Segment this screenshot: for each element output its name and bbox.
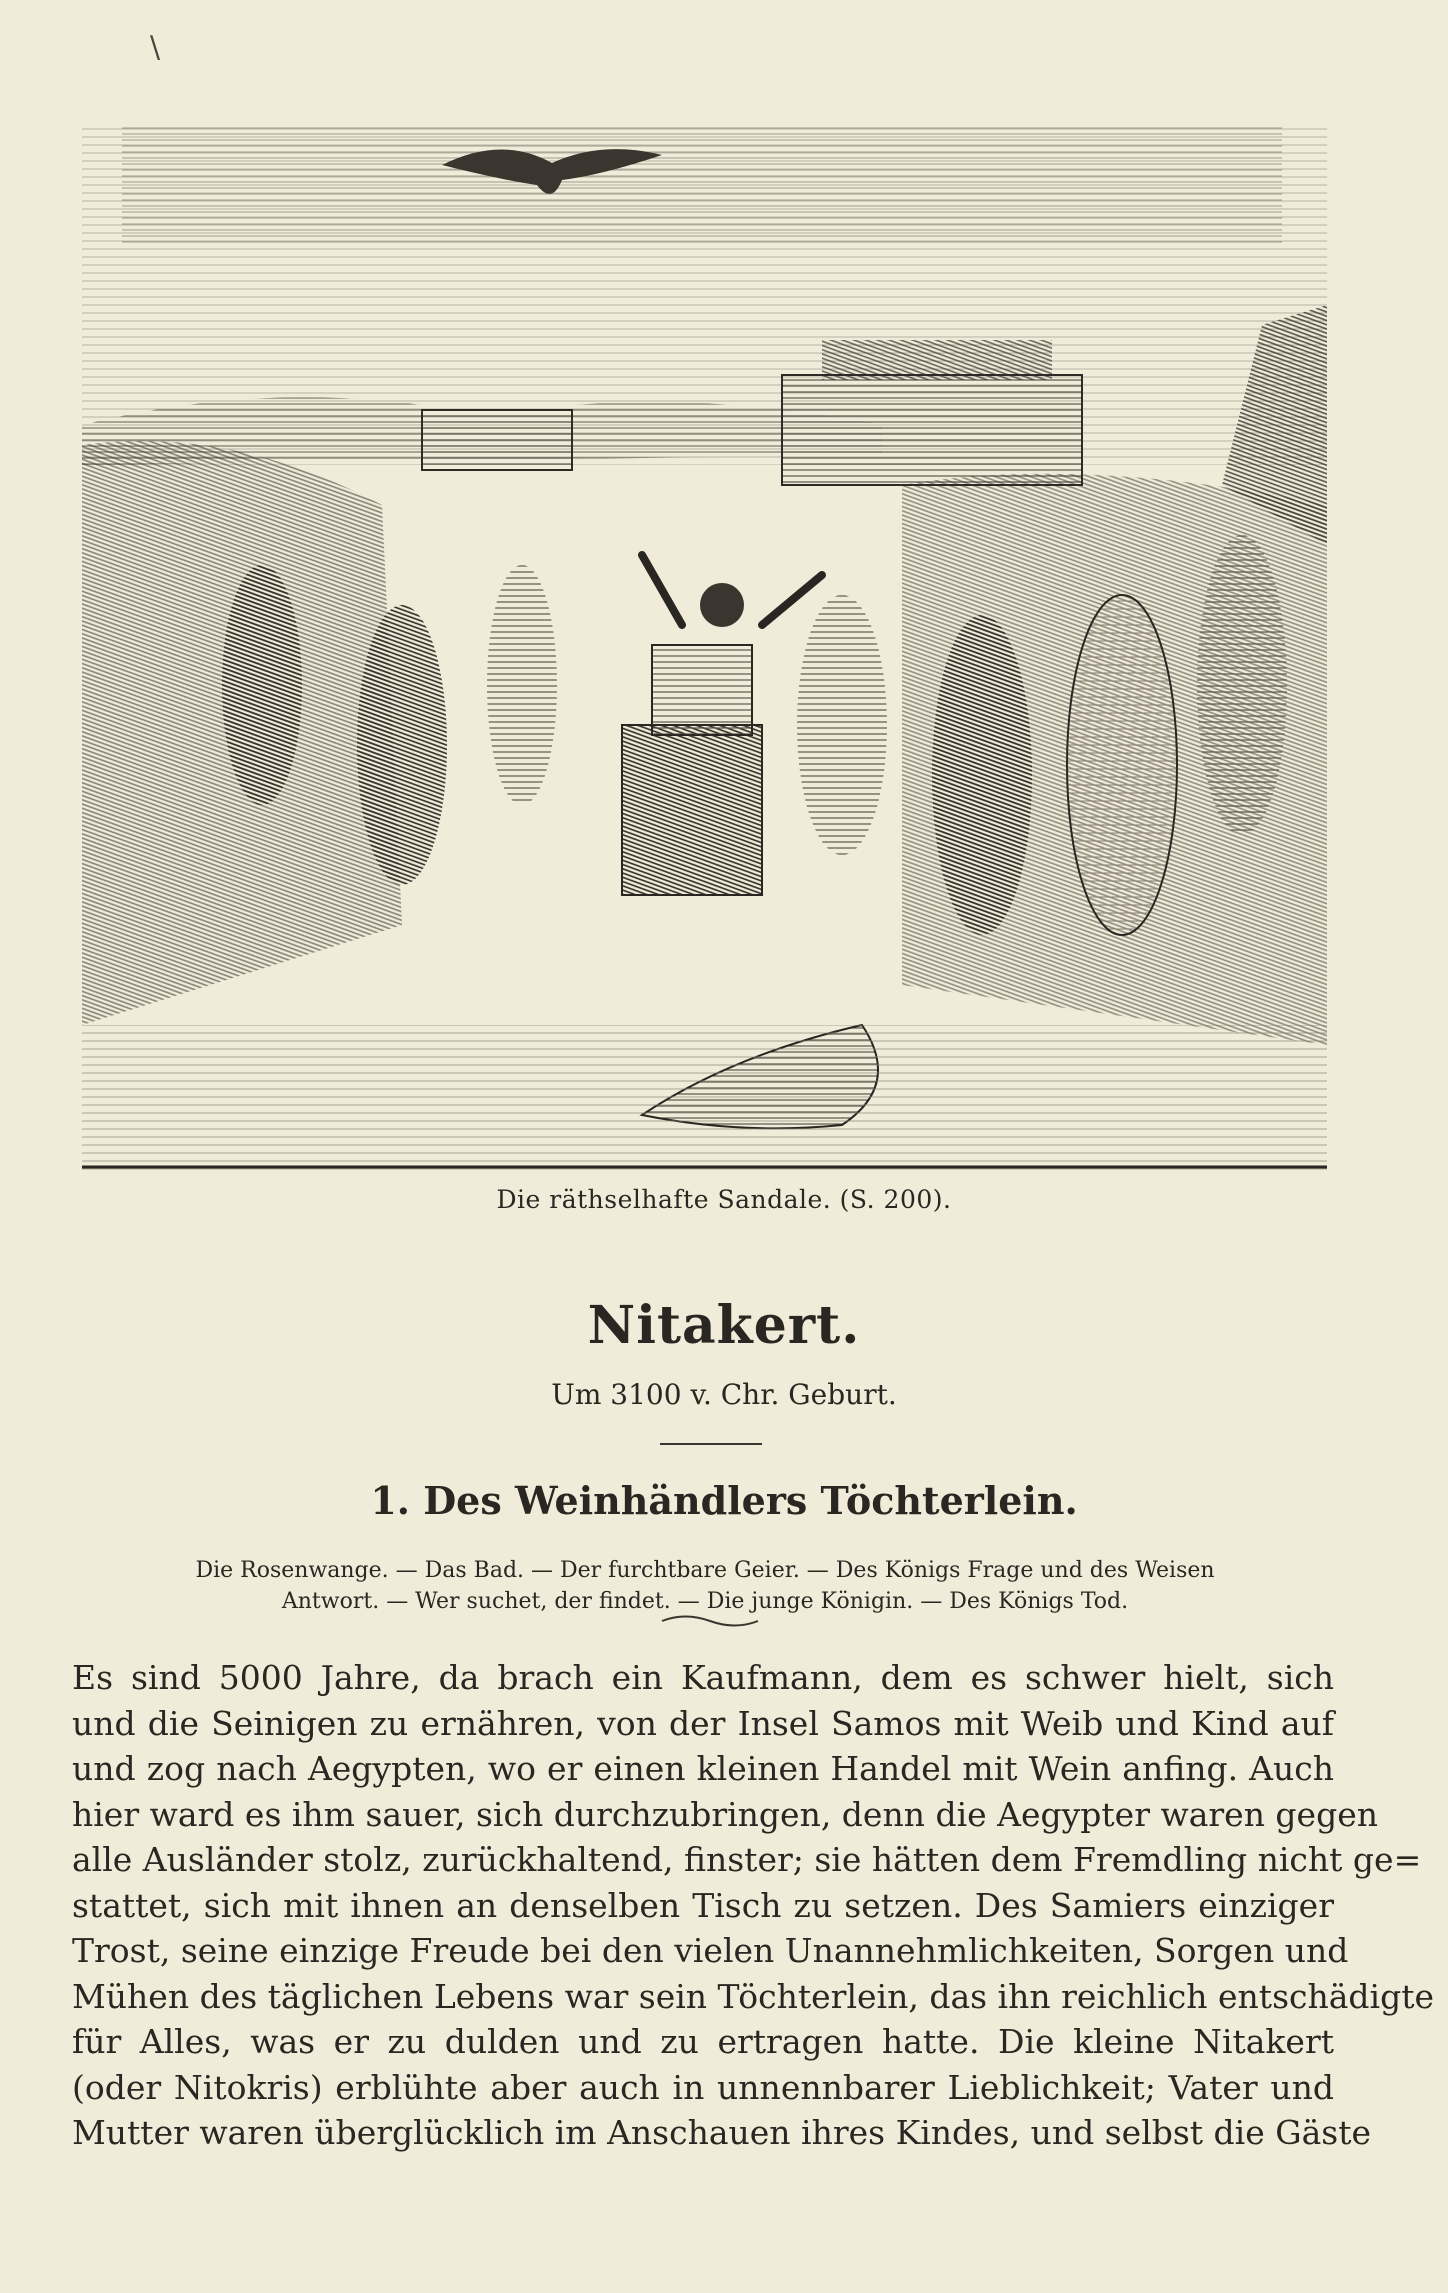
section-title: 1. Des Weinhändlers Töchterlein. [370,1478,1078,1523]
figure-caption: Die räthselhafte Sandale. (S. 200). [496,1185,952,1214]
body-line: und die Seinigen zu ernähren, von der Insel Samos mit Weib und Kind auf [72,1703,1334,1743]
body-paragraph [72,1655,1435,2156]
body-line: stattet, sich mit ihnen an denselben Tisch zu setzen. Des Samiers einziger [72,1885,1334,1925]
chapter-heading-title: Nitakert. [587,1295,861,1356]
body-line: und zog nach Aegypten, wo er einen kleinen Handel mit Wein anfing. Auch [72,1749,1334,1788]
engraving-svg [82,125,1327,1170]
corner-mark: \ [150,30,161,65]
body-line: für Alles, was er zu dulden und zu ertragen hatte. Die kleine Nitakert [72,2022,1334,2061]
body-line: Es sind 5000 Jahre, da brach ein Kaufmann, dem es schwer hielt, sich [72,1658,1334,1697]
body-line: Mutter waren überglücklich im Anschauen ihres Kindes, und selbst die Gäste [72,2113,1372,2152]
chapter-summary [125,1555,1285,1617]
divider-rule [660,1443,762,1445]
body-line: hier ward es ihm sauer, sich durchzubringen, denn die Aegypter waren gegen [72,1794,1378,1834]
engraving-illustration [82,125,1327,1170]
ornament-swash [660,1612,760,1630]
body-line: (oder Nitokris) erblühte aber auch in unnennbarer Lieblichkeit; Vater und [72,2067,1334,2107]
body-line: Trost, seine einzige Freude bei den vielen Unannehmlichkeiten, Sorgen und [72,1931,1349,1970]
date-line: Um 3100 v. Chr. Geburt. [551,1378,897,1411]
summary-line: Antwort. — Wer suchet, der findet. — Die junge Königin. — Des Königs Tod. [281,1589,1129,1614]
body-line: alle Ausländer stolz, zurückhaltend, finster; sie hätten dem Fremdling nicht ge= [72,1840,1422,1879]
body-line: Mühen des täglichen Lebens war sein Töchterlein, das ihn reichlich entschädigte [72,1976,1435,2016]
summary-line: Die Rosenwange. — Das Bad. — Der furchtbare Geier. — Des Königs Frage und des Weisen [195,1558,1215,1583]
